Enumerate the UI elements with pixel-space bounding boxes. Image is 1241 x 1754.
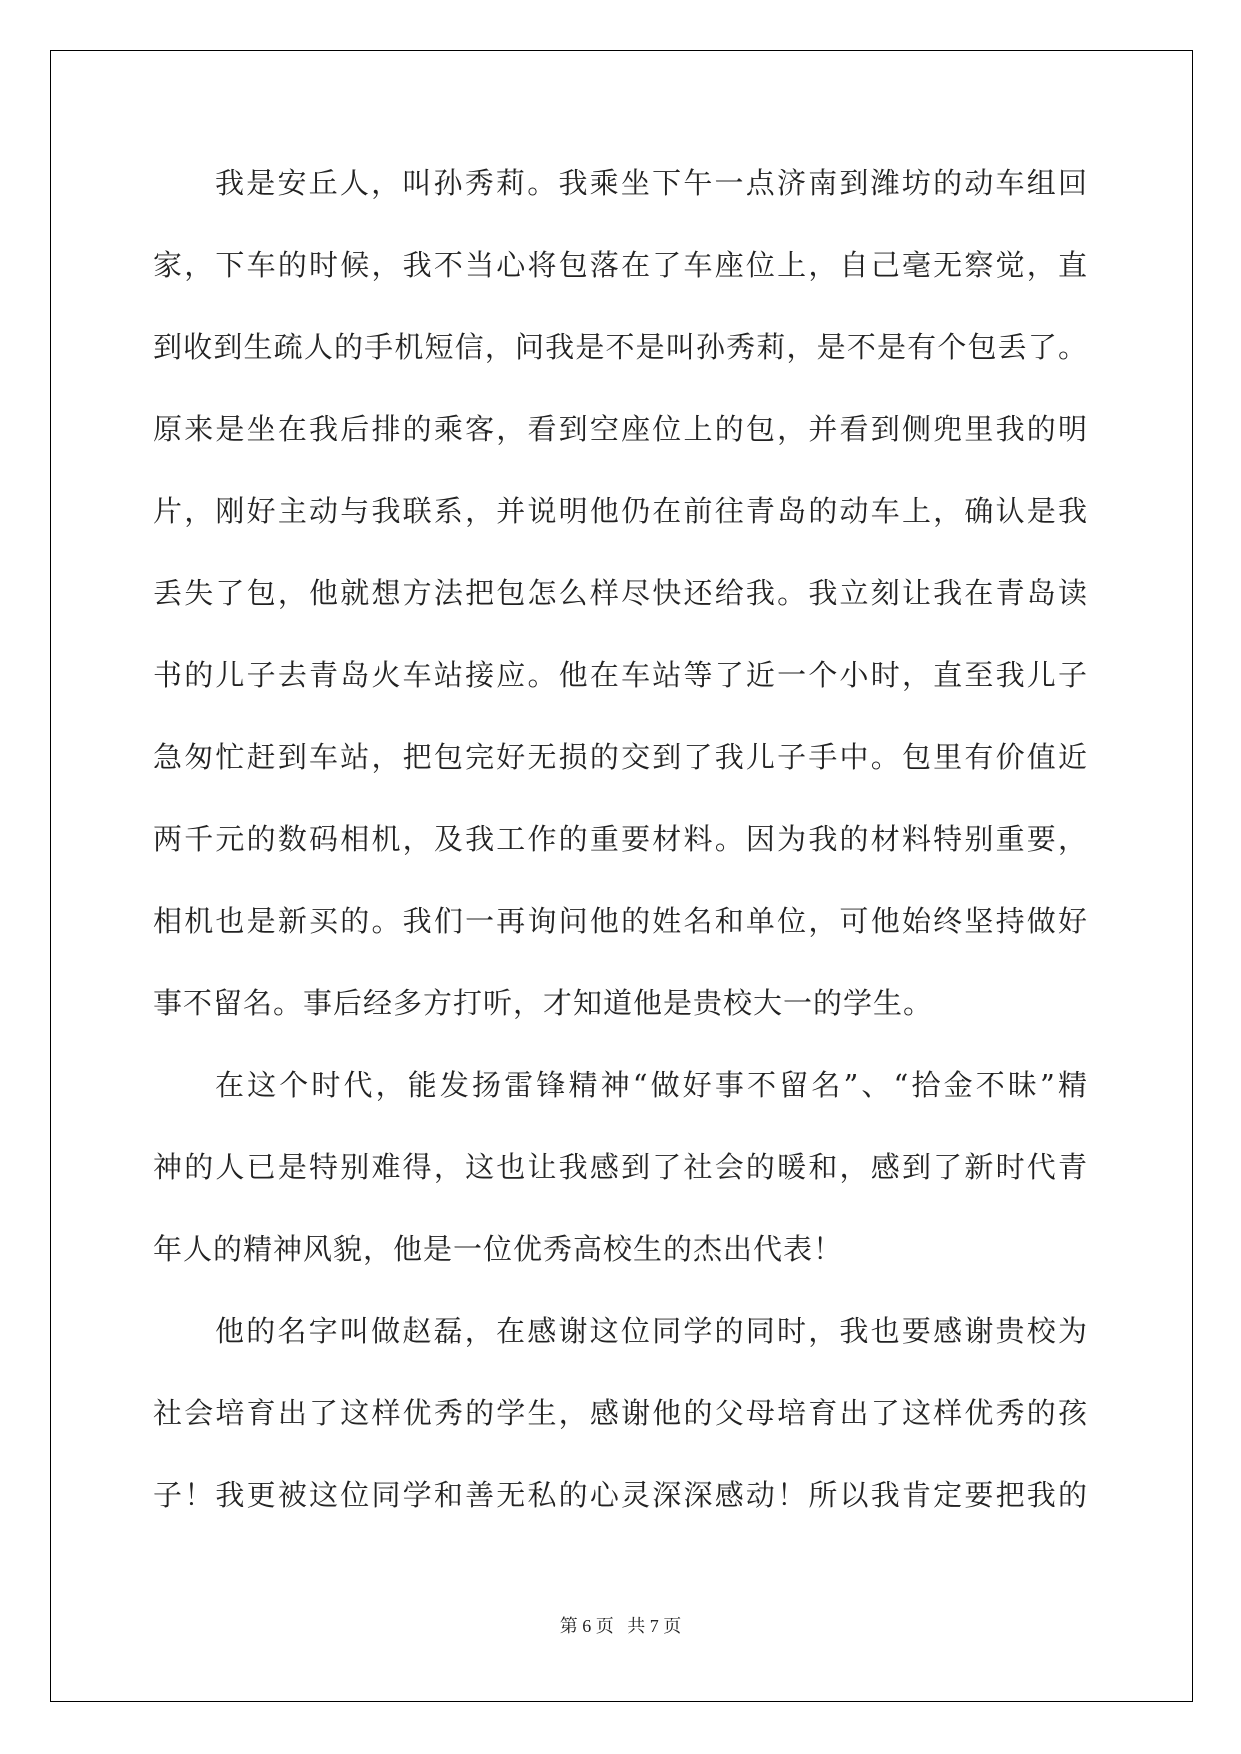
paragraph-line: 两千元的数码相机，及我工作的重要材料。因为我的材料特别重要， [153,822,1088,856]
paragraph-line: 原来是坐在我后排的乘客，看到空座位上的包，并看到侧兜里我的明 [153,412,1088,446]
document-body [153,158,1088,1552]
paragraph-line: 事不留名。事后经多方打听，才知道他是贵校大一的学生。 [153,986,934,1020]
paragraph-line: 家，下车的时候，我不当心将包落在了车座位上，自己毫无察觉，直 [153,248,1088,282]
paragraph-line: 在这个时代，能发扬雷锋精神“做好事不留名”、“拾金不昧”精 [215,1068,1088,1102]
paragraph-line: 到收到生疏人的手机短信，问我是不是叫孙秀莉，是不是有个包丢了。 [153,330,1088,364]
paragraph-line: 相机也是新买的。我们一再询问他的姓名和单位，可他始终坚持做好 [153,904,1088,938]
paragraph-line: 丢失了包，他就想方法把包怎么样尽快还给我。我立刻让我在青岛读 [153,576,1088,610]
page-number-footer: 第 6 页 共 7 页 [559,1616,682,1636]
paragraph-line: 社会培育出了这样优秀的学生，感谢他的父母培育出了这样优秀的孩 [153,1396,1088,1430]
paragraph-line: 神的人已是特别难得，这也让我感到了社会的暖和，感到了新时代青 [153,1150,1088,1184]
paragraph-line: 急匆忙赶到车站，把包完好无损的交到了我儿子手中。包里有价值近 [153,740,1088,774]
paragraph-line: 片，刚好主动与我联系，并说明他仍在前往青岛的动车上，确认是我 [153,494,1088,528]
paragraph-line: 我是安丘人，叫孙秀莉。我乘坐下午一点济南到潍坊的动车组回 [215,166,1088,200]
paragraph-line: 子！我更被这位同学和善无私的心灵深深感动！所以我肯定要把我的 [153,1478,1088,1512]
paragraph-line: 他的名字叫做赵磊，在感谢这位同学的同时，我也要感谢贵校为 [215,1314,1088,1348]
paragraph-line: 书的儿子去青岛火车站接应。他在车站等了近一个小时，直至我儿子 [153,658,1088,692]
paragraph-line: 年人的精神风貌，他是一位优秀高校生的杰出代表！ [153,1232,844,1266]
